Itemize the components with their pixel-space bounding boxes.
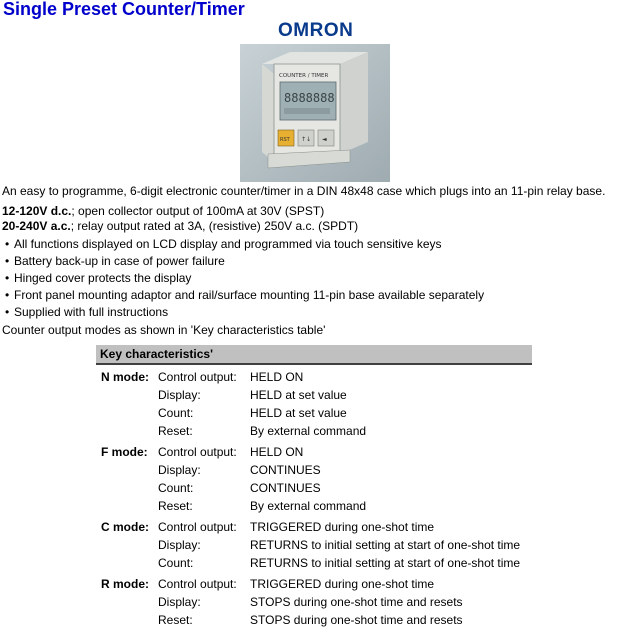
row-value: HELD at set value: [250, 388, 347, 402]
row-value: RETURNS to initial setting at start of one-shot time: [250, 538, 521, 552]
bullet-icon: •: [5, 254, 10, 268]
mode-group-r: [96, 575, 532, 629]
mode-name: R mode:: [101, 577, 149, 591]
spec-dc-voltage: 12-120V d.c.: [2, 204, 72, 218]
row-value: TRIGGERED during one-shot time: [250, 520, 435, 534]
mode-group-c: [96, 518, 532, 572]
table-row: [96, 593, 532, 611]
bullet-icon: •: [5, 271, 10, 285]
table-row: [96, 479, 532, 497]
row-label: Control output:: [158, 445, 237, 459]
table-row: [96, 536, 532, 554]
device-key-left: ◄: [322, 136, 327, 143]
device-panel-label: COUNTER / TIMER: [279, 73, 329, 79]
row-value: HELD at set value: [250, 406, 347, 420]
row-label: Display:: [158, 388, 201, 402]
table-row: [96, 368, 532, 386]
bullet-icon: •: [5, 237, 10, 251]
row-label: Control output:: [158, 370, 237, 384]
row-label: Display:: [158, 538, 201, 552]
spec-ac-voltage: 20-240V a.c.: [2, 219, 71, 233]
bullet-icon: •: [5, 305, 10, 319]
row-label: Control output:: [158, 577, 237, 591]
product-photo: [240, 44, 390, 182]
list-item: • Battery back-up in case of power failure: [2, 253, 484, 270]
table-row: [96, 611, 532, 629]
table-row: [96, 404, 532, 422]
feature-list: [2, 236, 484, 321]
device-lcd-digits: 8888888: [284, 91, 335, 105]
row-label: Reset:: [158, 424, 193, 438]
mode-group-f: [96, 443, 532, 515]
row-value: By external command: [250, 499, 367, 513]
list-item: • Hinged cover protects the display: [2, 270, 484, 287]
table-row: [96, 443, 532, 461]
spec-dc: [2, 204, 324, 218]
spec-dc-desc: ; open collector output of 100mA at 30V (SPST): [71, 204, 325, 218]
omron-logo: OMRON: [278, 20, 354, 41]
intro-text: An easy to programme, 6-digit electronic counter/timer in a DIN 48x48 case which plugs into an 11-pin relay base.: [2, 184, 606, 198]
table-row: [96, 386, 532, 404]
row-label: Count:: [158, 406, 194, 420]
spec-ac: [2, 219, 358, 233]
row-value: By external command: [250, 424, 367, 438]
row-label: Reset:: [158, 499, 193, 513]
mode-name: F mode:: [101, 445, 148, 459]
table-row: [96, 422, 532, 440]
device-key-reset: RST: [280, 137, 290, 143]
row-value: STOPS during one-shot time and resets: [250, 613, 463, 627]
mode-name: C mode:: [101, 520, 149, 534]
row-value: CONTINUES: [250, 463, 321, 477]
row-value: TRIGGERED during one-shot time: [250, 577, 435, 591]
mode-name: N mode:: [101, 370, 149, 384]
spec-ac-desc: ; relay output rated at 3A, (resistive) 250V a.c. (SPDT): [70, 219, 359, 233]
row-label: Control output:: [158, 520, 237, 534]
page-title: Single Preset Counter/Timer: [3, 0, 245, 19]
row-value: HELD ON: [250, 445, 304, 459]
table-row: [96, 497, 532, 515]
table-header: Key characteristics': [96, 345, 532, 365]
row-label: Reset:: [158, 613, 193, 627]
row-value: RETURNS to initial setting at start of one-shot time: [250, 556, 521, 570]
table-row: [96, 461, 532, 479]
list-item: • Supplied with full instructions: [2, 304, 484, 321]
row-label: Count:: [158, 481, 194, 495]
mode-group-n: [96, 368, 532, 440]
counter-output-note: Counter output modes as shown in 'Key characteristics table': [2, 323, 326, 337]
key-characteristics-table: [96, 345, 532, 629]
table-row: [96, 575, 532, 593]
row-label: Display:: [158, 595, 201, 609]
row-value: CONTINUES: [250, 481, 321, 495]
device-key-updown: ↑↓: [301, 136, 312, 143]
list-item: • All functions displayed on LCD display and programmed via touch sensitive keys: [2, 236, 484, 253]
table-row: [96, 518, 532, 536]
row-label: Display:: [158, 463, 201, 477]
row-value: HELD ON: [250, 370, 304, 384]
row-value: STOPS during one-shot time and resets: [250, 595, 463, 609]
bullet-icon: •: [5, 288, 10, 302]
row-label: Count:: [158, 556, 194, 570]
table-row: [96, 554, 532, 572]
list-item: • Front panel mounting adaptor and rail/surface mounting 11-pin base available separately: [2, 287, 484, 304]
